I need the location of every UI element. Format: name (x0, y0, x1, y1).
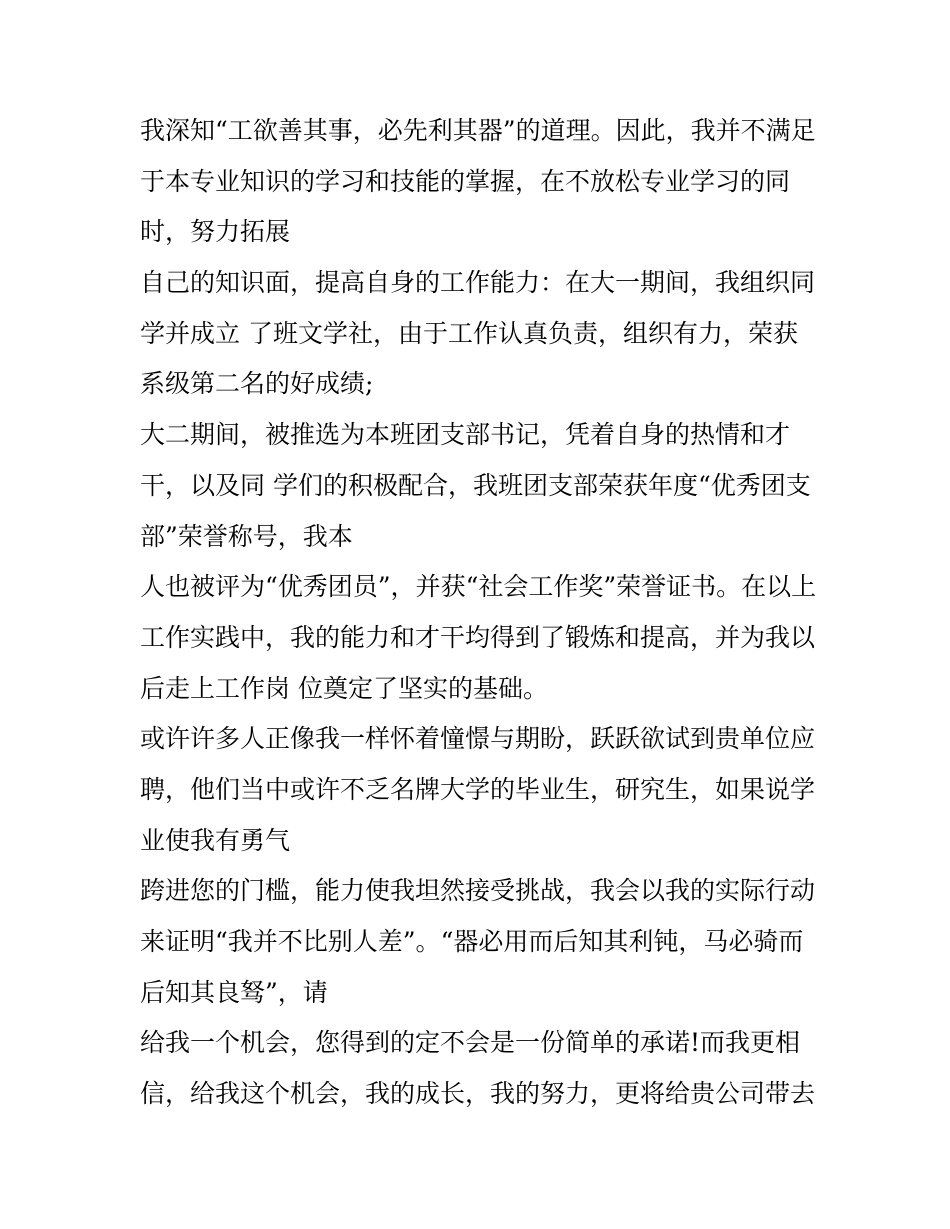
text-line: 跨进您的门槛，能力使我坦然接受挑战，我会以我的实际行动 (140, 876, 816, 906)
text-line: 业使我有勇气 (140, 825, 291, 855)
text-line: 聘，他们当中或许不乏名牌大学的毕业生，研究生，如果说学 (140, 774, 816, 804)
text-line: 学并成立 了班文学社，由于工作认真负责，组织有力，荣获 (140, 318, 798, 348)
text-line: 后知其良驽”，请 (140, 977, 328, 1007)
body-text (140, 106, 820, 1120)
text-line: 部”荣誉称号，我本 (140, 521, 353, 551)
text-line: 干，以及同 学们的积极配合，我班团支部荣获年度“优秀团支 (140, 470, 811, 500)
text-line: 人也被评为“优秀团员”，并获“社会工作奖”荣誉证书。在以上 (140, 572, 817, 602)
text-line: 或许许多人正像我一样怀着憧憬与期盼，跃跃欲试到贵单位应 (140, 724, 816, 754)
text-line: 工作实践中，我的能力和才干均得到了锻炼和提高，并为我以 (140, 622, 816, 652)
text-line: 来证明“我并不比别人差”。“器必用而后知其利钝，马必骑而 (140, 927, 804, 956)
text-line: 后走上工作岗 位奠定了坚实的基础。 (140, 673, 548, 703)
text-line: 给我一个机会，您得到的定不会是一份简单的承诺!而我更相 (140, 1028, 801, 1058)
text-line: 大二期间，被推选为本班团支部书记，凭着自身的热情和才 (140, 420, 791, 450)
text-line: 时，努力拓展 (140, 217, 291, 247)
text-line: 信，给我这个机会，我的成长，我的努力，更将给贵公司带去 (140, 1079, 816, 1109)
text-line: 系级第二名的好成绩; (140, 369, 374, 399)
text-line: 于本专业知识的学习和技能的掌握，在不放松专业学习的同 (140, 166, 791, 196)
text-line: 自己的知识面，提高自身的工作能力：在大一期间，我组织同 (140, 268, 816, 298)
text-line: 我深知“工欲善其事，必先利其器”的道理。因此，我并不满足 (140, 116, 816, 145)
